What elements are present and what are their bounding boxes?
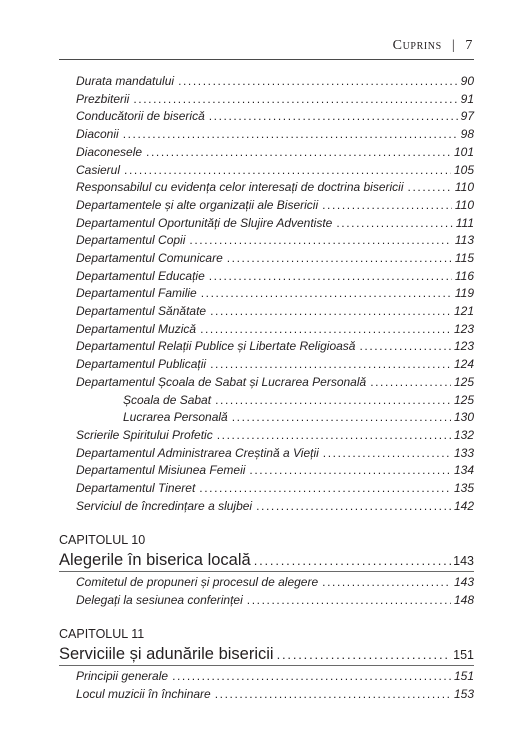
toc-entry[interactable] xyxy=(76,574,474,590)
toc-dot-leader xyxy=(336,215,452,231)
toc-dot-leader xyxy=(210,356,451,372)
toc-entry-label: Diaconesele xyxy=(76,145,143,159)
toc-subentry[interactable] xyxy=(123,392,474,408)
toc-dot-leader xyxy=(123,126,458,142)
toc-entry-label: Departamentul Publicații xyxy=(76,357,207,371)
toc-entry-label: Serviciul de încredințare a slujbei xyxy=(76,499,253,513)
toc-entry-page: 151 xyxy=(453,669,474,683)
toc-entry[interactable] xyxy=(76,321,474,337)
toc-dot-leader xyxy=(124,162,451,178)
toc-entry[interactable] xyxy=(76,144,474,160)
toc-entry-label: Scrierile Spiritului Profetic xyxy=(76,428,213,442)
toc-entry-page: 135 xyxy=(453,481,474,495)
toc-entry-page: 130 xyxy=(453,410,474,424)
toc-entry-page: 91 xyxy=(460,92,474,106)
toc-dot-leader xyxy=(215,392,451,408)
toc-entry-page: 113 xyxy=(454,233,474,247)
chapter-page: 143 xyxy=(453,554,474,568)
toc-dot-leader xyxy=(232,409,451,425)
toc-entry[interactable] xyxy=(76,668,474,684)
toc-entry-page: 105 xyxy=(453,163,474,177)
toc-entry-label: Conducătorii de biserică xyxy=(76,109,205,123)
toc-dot-leader xyxy=(133,91,457,107)
header-rule xyxy=(59,59,474,60)
toc-dot-leader xyxy=(217,427,451,443)
chapter-page: 151 xyxy=(453,648,474,662)
toc-dot-leader xyxy=(146,144,451,160)
toc-dot-leader xyxy=(227,250,452,266)
toc-entry-label: Departamentele și alte organizații ale Bisericii xyxy=(76,198,319,212)
toc-entry-page: 125 xyxy=(453,375,474,389)
toc-dot-leader xyxy=(178,73,458,89)
toc-entry[interactable] xyxy=(76,285,474,301)
toc-entry-label: Departamentul Educație xyxy=(76,269,205,283)
toc-dot-leader xyxy=(370,374,451,390)
toc-entry-page: 143 xyxy=(453,575,474,589)
chapter-dot-leader xyxy=(277,645,452,665)
toc-entry[interactable] xyxy=(76,592,474,608)
toc-entry[interactable] xyxy=(76,498,474,514)
toc-dot-leader xyxy=(256,498,451,514)
chapter-title-row[interactable] xyxy=(59,644,474,665)
toc-entry-page: 110 xyxy=(454,198,474,212)
toc-dot-leader xyxy=(210,303,451,319)
toc-entry-page: 121 xyxy=(453,304,474,318)
toc-entry-label: Lucrarea Personală xyxy=(123,410,228,424)
toc-entry-label: Departamentul Misiunea Femeii xyxy=(76,463,246,477)
chapter-label: CAPITOLUL 11 xyxy=(59,627,145,641)
toc-dot-leader xyxy=(209,108,458,124)
toc-entry[interactable] xyxy=(76,250,474,266)
toc-entry-page: 125 xyxy=(453,393,474,407)
toc-entry-page: 111 xyxy=(455,216,474,230)
chapter-title: Serviciile și adunările bisericii xyxy=(59,645,274,663)
toc-entry-label: Locul muzicii în închinare xyxy=(76,686,211,701)
chapter-title: Alegerile în biserica locală xyxy=(59,551,251,569)
toc-entry[interactable] xyxy=(76,374,474,390)
toc-entry-label: Școala de Sabat xyxy=(123,393,212,407)
toc-dot-leader xyxy=(247,592,451,608)
toc-entry-label: Departamentul Sănătate xyxy=(76,304,207,318)
toc-entry-page: 90 xyxy=(460,74,474,88)
toc-entry-label: Durata mandatului xyxy=(76,74,175,88)
running-header xyxy=(393,38,473,54)
toc-entry[interactable] xyxy=(76,338,474,354)
toc-dot-leader xyxy=(322,574,451,590)
toc-entry[interactable] xyxy=(76,197,474,213)
toc-entry-page: 97 xyxy=(460,109,474,123)
toc-entry-page: 116 xyxy=(454,269,474,283)
toc-entry-label: Departamentul Comunicare xyxy=(76,251,223,265)
toc-entry-label: Delegați la sesiunea conferinței xyxy=(76,592,243,607)
toc-entry[interactable] xyxy=(76,686,474,702)
toc-entry-page: 124 xyxy=(453,357,474,371)
toc-entry-page: 110 xyxy=(454,180,474,194)
toc-dot-leader xyxy=(249,462,451,478)
toc-entry[interactable] xyxy=(76,480,474,496)
toc-entry[interactable] xyxy=(76,108,474,124)
toc-dot-leader xyxy=(408,179,452,195)
toc-entry[interactable] xyxy=(76,179,474,195)
toc-entry-page: 115 xyxy=(454,251,474,265)
header-separator: | xyxy=(451,38,456,53)
toc-entry[interactable] xyxy=(76,232,474,248)
chapter-rule xyxy=(59,665,474,666)
toc-entry-page: 134 xyxy=(453,463,474,477)
toc-entry-page: 142 xyxy=(453,499,474,513)
toc-entry[interactable] xyxy=(76,268,474,284)
toc-dot-leader xyxy=(201,285,452,301)
toc-subentry[interactable] xyxy=(123,409,474,425)
toc-dot-leader xyxy=(359,338,450,354)
chapter-label: CAPITOLUL 10 xyxy=(59,533,146,547)
toc-entry[interactable] xyxy=(76,356,474,372)
chapter-title-row[interactable] xyxy=(59,550,474,571)
toc-entry-page: 153 xyxy=(453,686,474,701)
toc-entry[interactable] xyxy=(76,126,474,142)
toc-entry-page: 148 xyxy=(453,592,474,607)
toc-entry-page: 98 xyxy=(460,127,474,141)
toc-entry-label: Comitetul de propuneri și procesul de alegere xyxy=(76,575,319,589)
toc-dot-leader xyxy=(200,321,451,337)
toc-dot-leader xyxy=(323,445,451,461)
toc-entry-label: Diaconii xyxy=(76,127,119,141)
toc-entry-label: Responsabilul cu evidența celor interesați de doctrina bisericii xyxy=(76,180,404,194)
toc-dot-leader xyxy=(189,232,451,248)
toc-entry-label: Prezbiterii xyxy=(76,92,130,106)
toc-entry-label: Departamentul Tineret xyxy=(76,481,196,495)
toc-entry[interactable] xyxy=(76,462,474,478)
toc-entry[interactable] xyxy=(76,73,474,89)
toc-dot-leader xyxy=(322,197,452,213)
toc-entry[interactable] xyxy=(76,215,474,231)
toc-entry-label: Departamentul Relații Publice și Libertate Religioasă xyxy=(76,339,356,353)
toc-entry-page: 101 xyxy=(453,145,474,159)
toc-entry-page: 123 xyxy=(453,339,474,353)
chapter-dot-leader xyxy=(254,551,451,571)
toc-entry[interactable] xyxy=(76,91,474,107)
toc-dot-leader xyxy=(209,268,452,284)
toc-entry-label: Departamentul Familie xyxy=(76,286,197,300)
toc-entry[interactable] xyxy=(76,162,474,178)
toc-dot-leader xyxy=(215,686,451,702)
toc-entry-label: Departamentul Oportunități de Slujire Adventiste xyxy=(76,216,333,230)
toc-entry-label: Departamentul Administrarea Creștină a Vieții xyxy=(76,446,319,460)
chapter-rule xyxy=(59,571,474,572)
header-page-number: 7 xyxy=(465,38,473,53)
toc-entry-page: 132 xyxy=(453,428,474,442)
toc-entry-label: Departamentul Muzică xyxy=(76,322,197,336)
toc-entry-page: 133 xyxy=(453,446,474,460)
toc-entry-label: Principii generale xyxy=(76,669,169,683)
toc-entry-page: 119 xyxy=(454,286,474,300)
toc-entry-label: Departamentul Copii xyxy=(76,233,186,247)
toc-entry-label: Casierul xyxy=(76,163,121,177)
toc-entry[interactable] xyxy=(76,303,474,319)
header-section: Cuprins xyxy=(392,38,442,53)
toc-entry[interactable] xyxy=(76,427,474,443)
toc-dot-leader xyxy=(199,480,451,496)
toc-entry-label: Departamentul Școala de Sabat și Lucrarea Personală xyxy=(76,375,367,389)
toc-entry-page: 123 xyxy=(453,322,474,336)
toc-dot-leader xyxy=(172,668,451,684)
toc-entry[interactable] xyxy=(76,445,474,461)
